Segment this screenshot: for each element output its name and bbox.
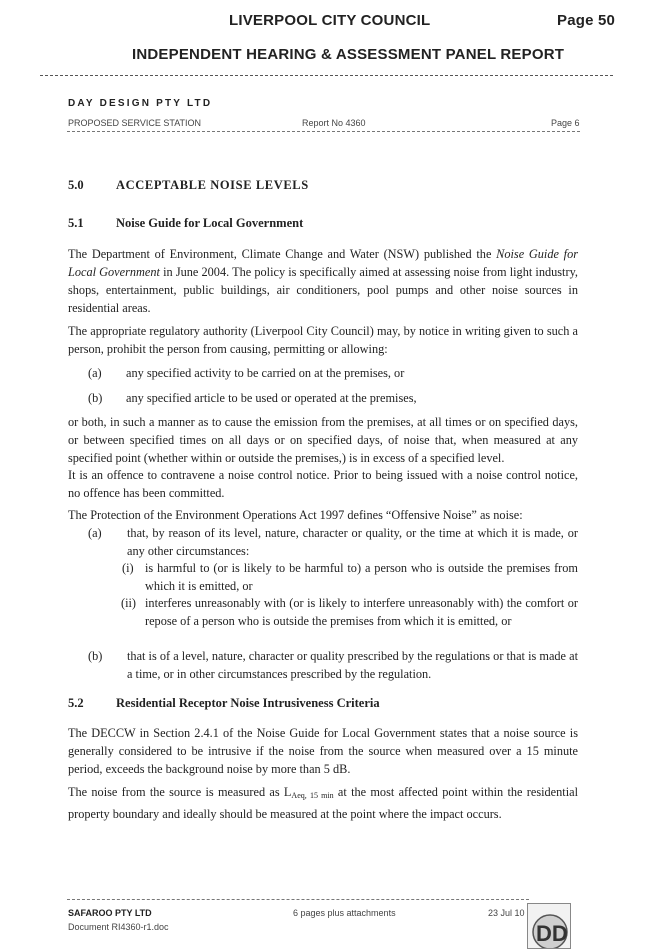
- subsection-5-2-title: Residential Receptor Noise Intrusiveness Criteria: [116, 696, 380, 710]
- offensive-noise-a-text: that, by reason of its level, nature, character or quality, or the time at which it is made, or any other circumstances:: [127, 526, 578, 558]
- inner-report-number: Report No 4360: [302, 118, 366, 128]
- offensive-noise-b-label: (b): [88, 649, 103, 663]
- section-number: 5.0: [68, 178, 84, 192]
- list-label: (b): [88, 391, 103, 405]
- header-divider: [40, 75, 613, 76]
- footer-date: 23 Jul 10: [488, 908, 525, 918]
- inner-company-name: DAY DESIGN PTY LTD: [68, 98, 213, 109]
- footer-pages: 6 pages plus attachments: [293, 908, 396, 918]
- svg-text:DD: DD: [536, 921, 568, 946]
- paragraph-emission: or both, in such a manner as to cause the emission from the premises, at all times or on specified days, or between specified times on all days or on specified days, of noise that, when measured at any specified point (whether within or outside the premises,) is in excess of a specified level.: [68, 415, 578, 465]
- page-number: Page 50: [557, 12, 616, 29]
- paragraph-measurement: The noise from the source is measured as $L_{Aeq, 15 min}$ at the most affected point within the residential property boundary and ideally should be measured at the point where the impact occurs.: [68, 785, 579, 821]
- logo-mark-icon: [528, 904, 570, 948]
- list-text: any specified activity to be carried on at the premises, or: [126, 366, 405, 380]
- noise-guide-title: Noise Guide for Local Government: [68, 247, 579, 279]
- inner-header-divider: [67, 131, 580, 132]
- paragraph-intrusiveness: The DECCW in Section 2.4.1 of the Noise Guide for Local Government states that a noise source is generally considered to be intrusive if the noise from the source when measured over a 15 minute period, exceeds the background noise by more than 5 dB.: [68, 726, 578, 776]
- offensive-noise-a-label: (a): [88, 526, 102, 540]
- list-label: (a): [88, 366, 102, 380]
- paragraph-offence: It is an offence to contravene a noise control notice. Prior to being issued with a noise control notice, no offence has been committed.: [68, 468, 578, 500]
- subsection-5-1-title: Noise Guide for Local Government: [116, 216, 304, 230]
- offensive-noise-ii-label: (ii): [121, 596, 137, 610]
- inner-page-number: Page 6: [551, 118, 580, 128]
- list-text: any specified article to be used or operated at the premises,: [126, 391, 417, 405]
- section-title: ACCEPTABLE NOISE LEVELS: [116, 178, 309, 192]
- company-logo: [527, 903, 571, 949]
- paragraph-noise-guide: The Department of Environment, Climate Change and Water (NSW) published the Noise Guide for Local Government in June 2004. The policy is specifically aimed at assessing noise from light industry, shops, entertainment, public buildings, air conditioners, pool pumps and other noise sources in residential areas.: [68, 247, 579, 315]
- council-name: LIVERPOOL CITY COUNCIL: [229, 12, 431, 29]
- inner-project-name: PROPOSED SERVICE STATION: [68, 118, 202, 128]
- report-title: INDEPENDENT HEARING & ASSESSMENT PANEL REPORT: [132, 46, 565, 63]
- laeq-subscript: Aeq, 15 min: [291, 791, 334, 800]
- offensive-noise-b-text: that is of a level, nature, character or quality prescribed by the regulations or that is made at a time, or in other circumstances prescribed by the regulation.: [127, 649, 578, 681]
- paragraph-offensive-noise: The Protection of the Environment Operations Act 1997 defines “Offensive Noise” as noise:: [68, 508, 523, 522]
- subsection-5-2-number: 5.2: [68, 696, 84, 710]
- offensive-noise-i-text: is harmful to (or is likely to be harmful to) a person who is outside the premises from which it is emitted, or: [145, 561, 578, 593]
- footer-divider: [67, 899, 529, 900]
- subsection-5-1-number: 5.1: [68, 216, 84, 230]
- footer-company: SAFAROO PTY LTD: [68, 908, 152, 918]
- offensive-noise-i-label: (i): [122, 561, 134, 575]
- offensive-noise-ii-text: interferes unreasonably with (or is likely to interfere unreasonably with) the comfort or repose of a person who is outside the premises from which it is emitted, or: [145, 596, 578, 628]
- paragraph-regulatory-authority: The appropriate regulatory authority (Liverpool City Council) may, by notice in writing given to such a person, prohibit the person from causing, permitting or allowing:: [68, 324, 578, 356]
- footer-document: Document RI4360-r1.doc: [68, 922, 169, 932]
